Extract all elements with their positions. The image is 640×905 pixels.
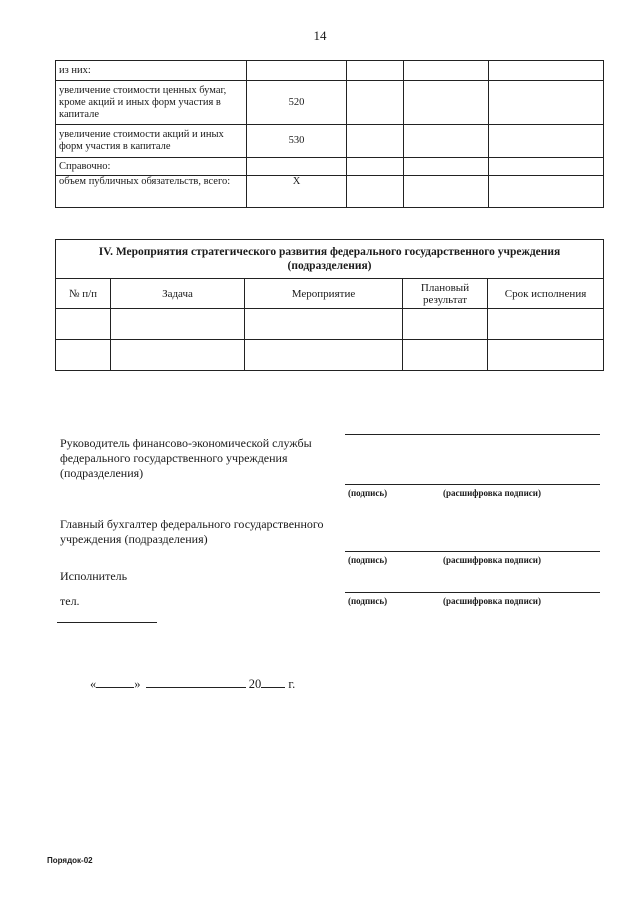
table-cell	[111, 309, 245, 340]
row-code: X	[247, 176, 347, 208]
head-finance-signature-line	[345, 484, 600, 485]
table-cell	[347, 125, 404, 158]
executor-signature-line	[345, 592, 600, 593]
table-cell	[111, 340, 245, 371]
table-cell	[489, 81, 604, 125]
table-row	[56, 176, 604, 208]
decode-caption: (расшифровка подписи)	[443, 488, 541, 498]
table-cell	[489, 158, 604, 176]
head-finance-decode-line	[345, 434, 600, 435]
signature-caption: (подпись)	[348, 488, 388, 498]
table-title-row	[56, 240, 604, 279]
table-cell	[489, 176, 604, 208]
year-prefix: 20	[248, 677, 262, 691]
row-label: из них:	[56, 61, 247, 81]
table-cell	[489, 61, 604, 81]
row-label: увеличение стоимости акций и иных форм участия в капитале	[56, 125, 247, 158]
phone-line	[57, 622, 157, 623]
signature-caption: (подпись)	[348, 555, 388, 565]
executor-label: Исполнитель	[60, 569, 128, 583]
decode-caption: (расшифровка подписи)	[443, 596, 541, 606]
month-blank	[146, 676, 246, 688]
table-cell	[347, 61, 404, 81]
table-row	[56, 340, 604, 371]
row-label: увеличение стоимости ценных бумаг, кроме акций и иных форм участия в капитале	[56, 81, 247, 125]
table-header-row	[56, 279, 604, 309]
section-title: IV. Мероприятия стратегического развития федерального государственного учреждения (подразделения)	[56, 240, 604, 279]
table-cell	[404, 81, 489, 125]
date-line	[90, 676, 295, 692]
chief-accountant-label: Главный бухгалтер федерального государственного учреждения (подразделения)	[60, 517, 324, 546]
row-code: 530	[247, 125, 347, 158]
table-row	[56, 81, 604, 125]
strategic-measures-table	[55, 239, 604, 371]
table-cell	[404, 61, 489, 81]
year-blank	[261, 676, 285, 688]
table-cell	[488, 309, 604, 340]
day-blank	[96, 676, 134, 688]
table-cell	[403, 340, 488, 371]
phone-label: тел.	[60, 594, 80, 608]
footer-code: Порядок-02	[47, 856, 93, 865]
signature-caption: (подпись)	[348, 596, 388, 606]
table-cell	[56, 309, 111, 340]
open-quote: «	[90, 677, 97, 691]
table-cell	[347, 176, 404, 208]
column-header: № п/п	[56, 279, 111, 309]
close-quote: »	[134, 677, 141, 691]
table-cell	[488, 340, 604, 371]
table-row	[56, 125, 604, 158]
table-row	[56, 61, 604, 81]
table-row	[56, 158, 604, 176]
table-cell	[403, 309, 488, 340]
table-row	[56, 309, 604, 340]
row-code	[247, 61, 347, 81]
table-cell	[56, 340, 111, 371]
row-code: 520	[247, 81, 347, 125]
decode-caption: (расшифровка подписи)	[443, 555, 541, 565]
row-code	[247, 158, 347, 176]
page-number: 14	[313, 28, 327, 43]
column-header: Мероприятие	[245, 279, 403, 309]
table-cell	[489, 125, 604, 158]
table-cell	[347, 158, 404, 176]
table-cell	[404, 158, 489, 176]
table-cell	[245, 309, 403, 340]
data-table-top	[55, 60, 604, 208]
table-cell	[404, 125, 489, 158]
row-label: объем публичных обязательств, всего:	[56, 176, 247, 208]
table-cell	[245, 340, 403, 371]
table-cell	[404, 176, 489, 208]
head-finance-label: Руководитель финансово-экономической службы федерального государственного учреждения (подразделения)	[60, 436, 312, 480]
row-label: Справочно:	[56, 158, 247, 176]
table-cell	[347, 81, 404, 125]
chief-accountant-signature-line	[345, 551, 600, 552]
column-header: Срок исполнения	[488, 279, 604, 309]
column-header: Задача	[111, 279, 245, 309]
year-suffix: г.	[288, 677, 296, 691]
column-header: Плановый результат	[403, 279, 488, 309]
